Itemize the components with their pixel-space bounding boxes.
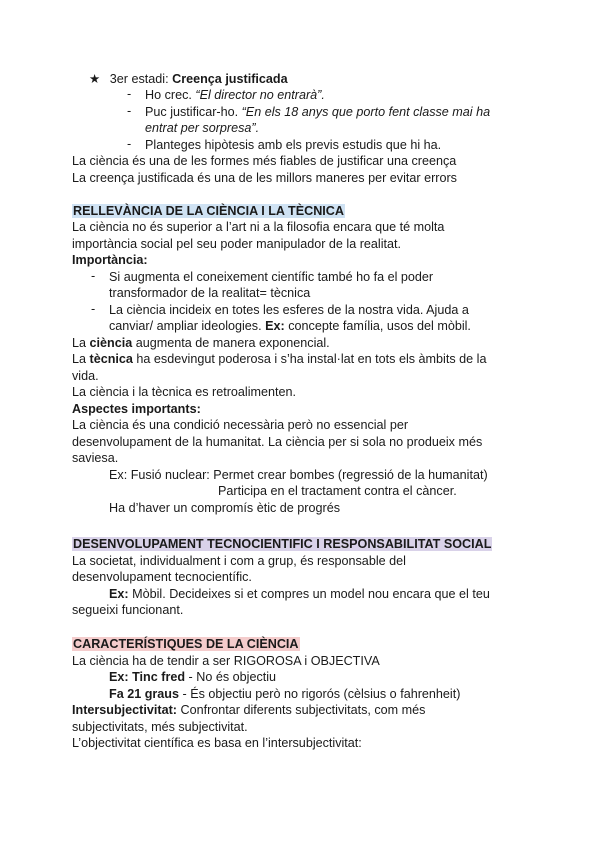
list-item: Puc justificar-ho. “En els 18 anys que porto fent classe mai ha bbox=[145, 105, 491, 119]
section-title: RELLEVÀNCIA DE LA CIÈNCIA I LA TÈCNICA bbox=[73, 204, 344, 218]
section-heading bbox=[72, 203, 345, 219]
paragraph-line: La societat, individualment i com a grup, és responsable del bbox=[72, 554, 406, 568]
paragraph-line: La ciència ha de tendir a ser RIGOROSA i OBJECTIVA bbox=[72, 654, 380, 668]
paragraph-line: La ciència no és superior a l’art ni a la filosofia encara que té molta bbox=[72, 220, 445, 234]
example-line: Fa 21 graus - És objectiu però no rigorós (cèlsius o fahrenheit) bbox=[109, 687, 461, 701]
dash-bullet: - bbox=[127, 87, 132, 101]
paragraph-line: desenvolupament de la humanitat. La ciència per si sola no produeix més bbox=[72, 435, 483, 449]
paragraph-line: La creença justificada és una de les millors maneres per evitar errors bbox=[72, 171, 457, 185]
paragraph-line: Intersubjectivitat: Confrontar diferents subjectivitats, com més bbox=[72, 703, 426, 717]
paragraph-line: La ciència és una de les formes més fiables de justificar una creença bbox=[72, 154, 457, 168]
section-title: CARACTERÍSTIQUES DE LA CIÈNCIA bbox=[73, 637, 299, 651]
paragraph-line: segueixi funcionant. bbox=[72, 603, 184, 617]
paragraph-line: L’objectivitat científica es basa en l’intersubjectivitat: bbox=[72, 736, 362, 750]
list-item: La ciència incideix en totes les esferes de la nostra vida. Ajuda a bbox=[109, 303, 469, 317]
subheading: Importància: bbox=[72, 253, 148, 267]
example-line: Ex: Mòbil. Decideixes si et compres un model nou encara que el teu bbox=[109, 587, 490, 601]
paragraph-line: importància social pel seu poder manipulador de la realitat. bbox=[72, 237, 402, 251]
example-line: Ex: Fusió nuclear: Permet crear bombes (regressió de la humanitat) bbox=[109, 468, 488, 482]
paragraph-line: vida. bbox=[72, 369, 99, 383]
paragraph-line: subjectivitats, més subjectivitat. bbox=[72, 720, 248, 734]
list-item: Planteges hipòtesis amb els previs estudis que hi ha. bbox=[145, 138, 442, 152]
example-line: Ex: Tinc fred - No és objectiu bbox=[109, 670, 277, 684]
section-heading bbox=[72, 536, 492, 552]
dash-bullet: - bbox=[91, 302, 96, 316]
star-bullet-icon: ★ bbox=[89, 72, 101, 86]
dash-bullet: - bbox=[127, 104, 132, 118]
paragraph-line: desenvolupament tecnocientífic. bbox=[72, 570, 252, 584]
list-item-continuation: canviar/ ampliar ideologies. Ex: concepte família, usos del mòbil. bbox=[109, 319, 471, 333]
paragraph-line: La ciència i la tècnica es retroalimenten. bbox=[72, 385, 297, 399]
section-heading bbox=[72, 636, 300, 652]
list-item: Ho crec. “El director no entrarà”. bbox=[145, 88, 325, 102]
list-item: Si augmenta el coneixement científic també ho fa el poder bbox=[109, 270, 434, 284]
paragraph-line: La ciència augmenta de manera exponencial. bbox=[72, 336, 330, 350]
example-line: Ha d’haver un compromís ètic de progrés bbox=[109, 501, 340, 515]
subheading: Aspectes importants: bbox=[72, 402, 201, 416]
paragraph-line: saviesa. bbox=[72, 451, 119, 465]
paragraph-line: La ciència és una condició necessària però no essencial per bbox=[72, 418, 409, 432]
dash-bullet: - bbox=[91, 269, 96, 283]
stage-heading: ★ 3er estadi: Creença justificada bbox=[89, 72, 288, 86]
list-item-continuation: transformador de la realitat= tècnica bbox=[109, 286, 311, 300]
example-line: Participa en el tractament contra el càncer. bbox=[218, 484, 457, 498]
list-item-continuation: entrat per sorpresa”. bbox=[145, 121, 260, 135]
dash-bullet: - bbox=[127, 137, 132, 151]
paragraph-line: La tècnica ha esdevingut poderosa i s’ha instal·lat en tots els àmbits de la bbox=[72, 352, 487, 366]
section-title: DESENVOLUPAMENT TECNOCIENTIFIC I RESPONSABILITAT SOCIAL bbox=[73, 537, 492, 551]
